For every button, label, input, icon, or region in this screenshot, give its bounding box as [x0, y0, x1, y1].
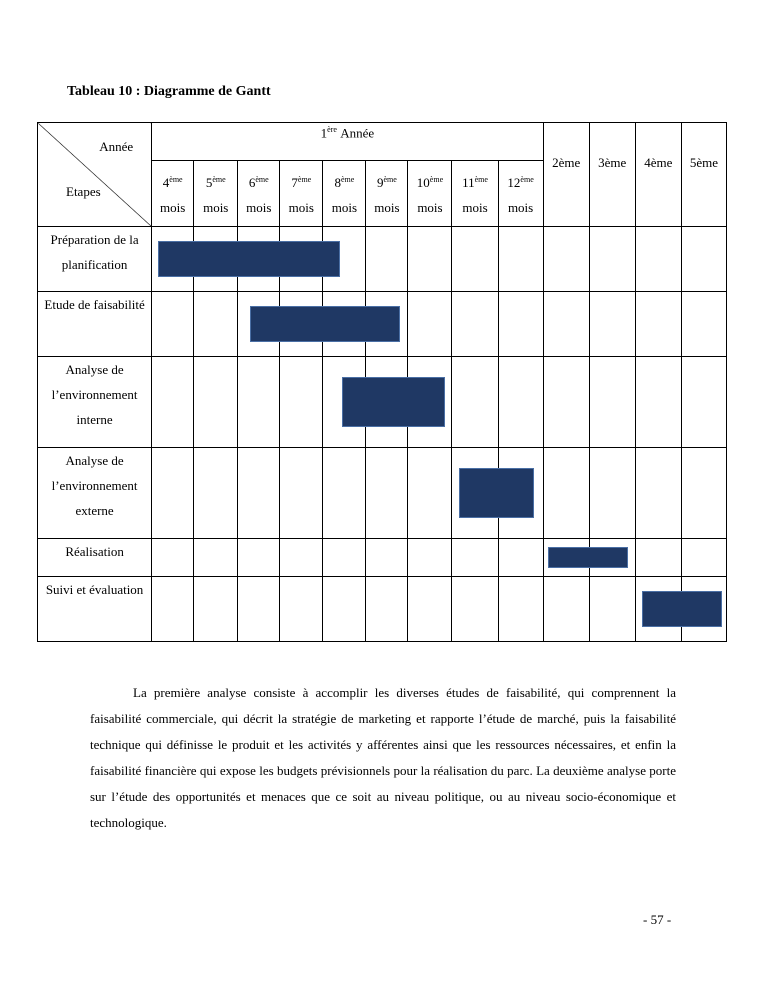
month-header: 5ème mois	[194, 161, 238, 227]
table-row	[38, 539, 727, 577]
table-row	[38, 577, 727, 642]
table-row	[38, 292, 727, 357]
body-paragraph: La première analyse consiste à accomplir les diverses études de faisabilité, qui comprennent la faisabilité commerciale, qui décrit la stratégie de marketing et rapporte l’étude de marché, puis la faisabilité technique qui définisse le produit et les activités y afférentes ainsi que les ressources nécessaires, et enfin la faisabilité financière qui expose les budgets prévisionnels pour la réalisation du parc. La deuxième analyse porte sur l’étude des opportunités et menaces que ce soit au niveau politique, ou au niveau socio-économique et technologique.	[90, 685, 676, 830]
month-header: 8ème mois	[323, 161, 366, 227]
table-caption: Tableau 10 : Diagramme de Gantt	[67, 84, 271, 99]
year-header-3: 3ème	[589, 123, 635, 227]
step-label: Suivi et évaluation	[38, 577, 152, 642]
month-header: 11ème mois	[452, 161, 498, 227]
first-year-header	[152, 123, 543, 161]
year-header-2: 2ème	[543, 123, 589, 227]
month-header: 6ème mois	[238, 161, 280, 227]
table-row	[38, 357, 727, 448]
page-number: - 57 -	[643, 912, 672, 927]
table-row	[38, 448, 727, 539]
month-header: 7ème mois	[280, 161, 323, 227]
corner-cell	[38, 123, 152, 227]
month-header: 9ème mois	[366, 161, 408, 227]
first-year-sup: ère	[327, 125, 337, 134]
corner-year-label: Année	[99, 139, 134, 154]
table-row	[38, 227, 727, 292]
step-label: Analyse de l’environnement interne	[38, 357, 152, 448]
month-header: 12ème mois	[498, 161, 543, 227]
step-label: Analyse de l’environnement externe	[38, 448, 152, 539]
step-label: Préparation de la planification	[38, 227, 152, 292]
gantt-table	[37, 122, 727, 642]
month-header: 10ème mois	[408, 161, 452, 227]
year-header-4: 4ème	[635, 123, 681, 227]
step-label: Etude de faisabilité	[38, 292, 152, 357]
corner-steps-label: Etapes	[66, 184, 101, 199]
step-label: Réalisation	[38, 539, 152, 577]
year-header-5: 5ème	[681, 123, 726, 227]
first-year-num: 1	[320, 125, 328, 141]
month-header: 4ème mois	[152, 161, 194, 227]
first-year-label: Année	[340, 125, 375, 141]
